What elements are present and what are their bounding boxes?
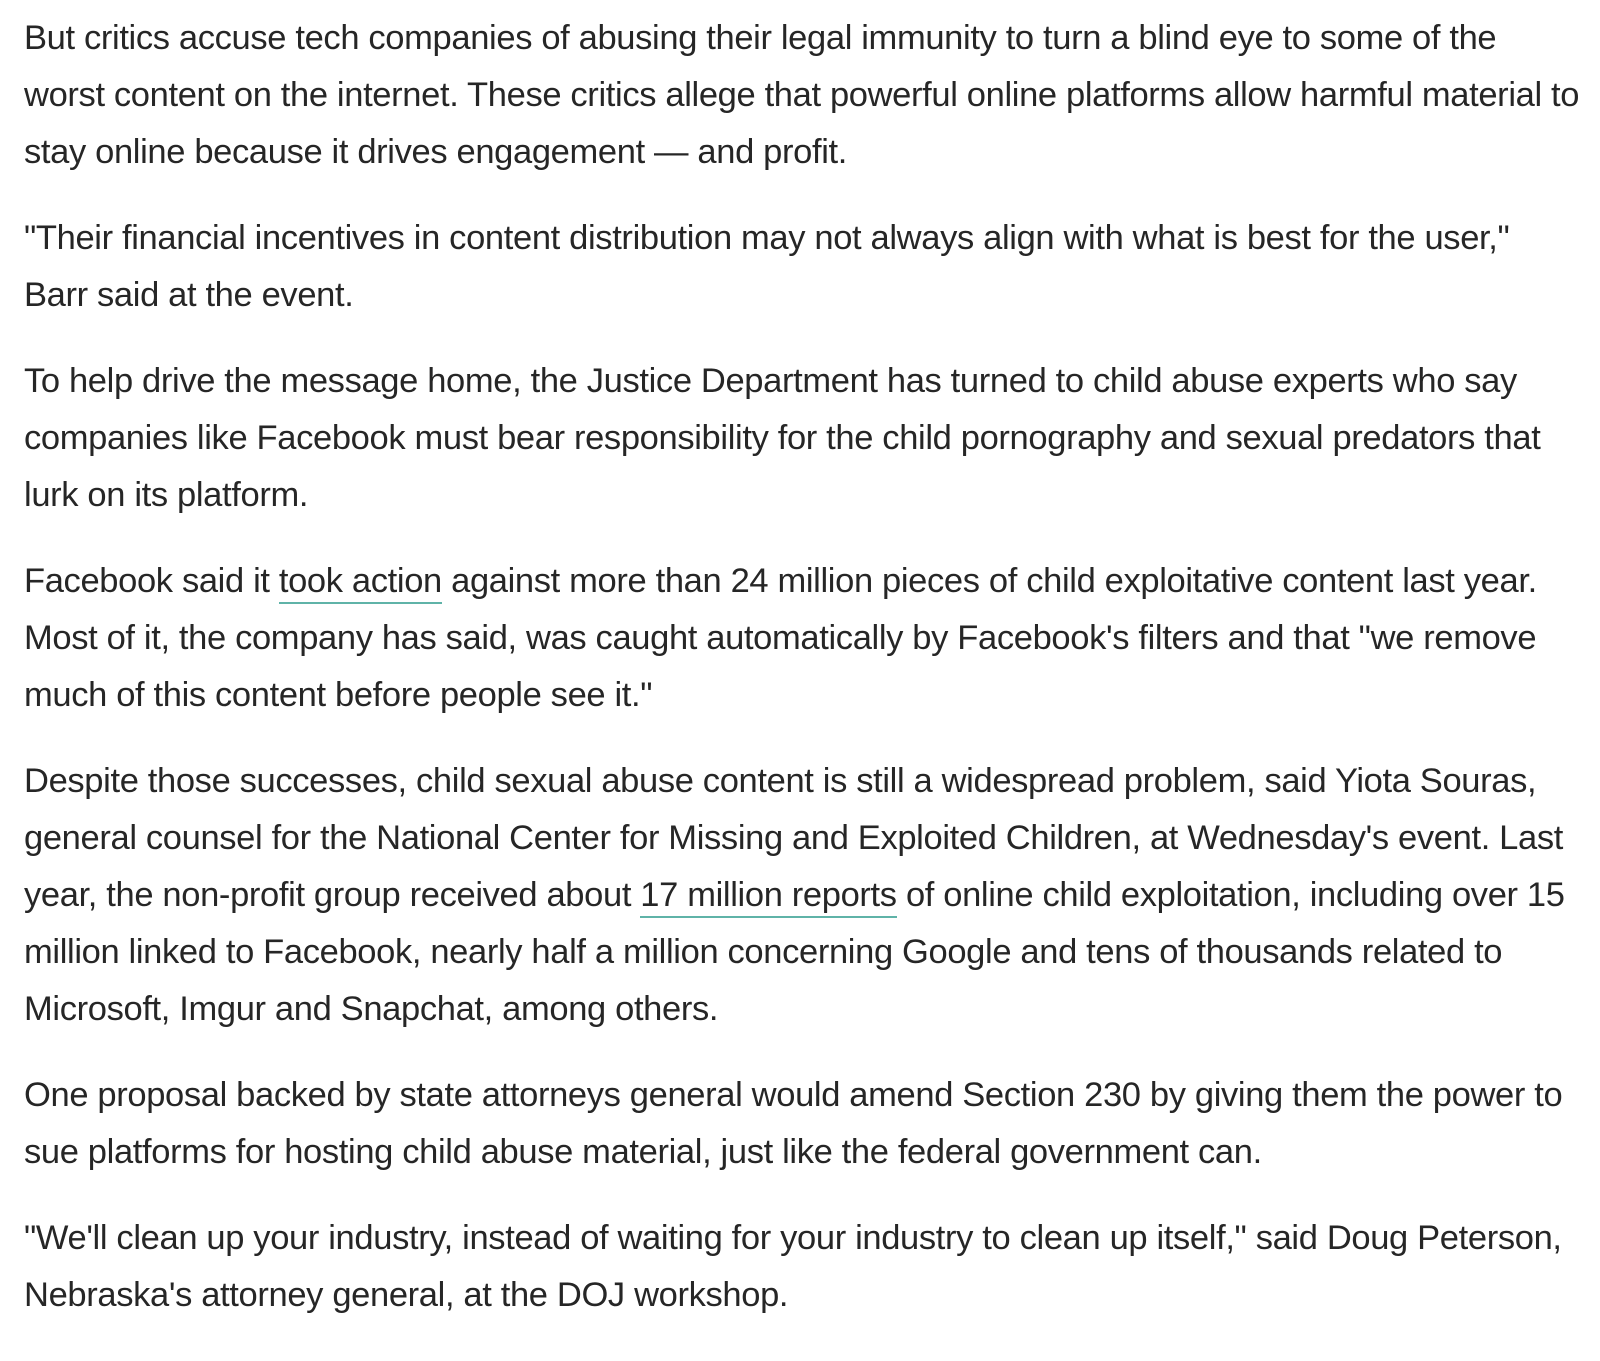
paragraph-ncmec-reports [24,753,1580,1038]
paragraph-text: Facebook said it [24,562,279,600]
paragraph-justice-department: To help drive the message home, the Justice Department has turned to child abuse experts who say companies like Facebook must bear responsibility for the child pornography and sexual predators that lurk on its platform. [24,362,1541,514]
17-million-reports-link[interactable]: 17 million reports [640,876,896,918]
paragraph-peterson-quote: "We'll clean up your industry, instead of waiting for your industry to clean up itself," said Doug Peterson, Nebraska's attorney general, at the DOJ workshop. [24,1219,1562,1314]
took-action-link[interactable]: took action [279,562,442,604]
paragraph-barr-quote: "Their financial incentives in content distribution may not always align with what is best for the user," Barr said at the event. [24,219,1510,314]
paragraph-text: Despite those successes, child sexual abuse content is still a widespread problem, said Yiota Souras, general counsel for the National Center for Missing and Exploited Children, at Wednesday's event. Last year, the non-profit group received about [24,762,1563,914]
paragraph-facebook-action [24,553,1580,724]
paragraph-section-230-proposal: One proposal backed by state attorneys general would amend Section 230 by giving them the power to sue platforms for hosting child abuse material, just like the federal government can. [24,1076,1563,1171]
paragraph-text: of online child exploitation, including over 15 million linked to Facebook, nearly half a million concerning Google and tens of thousands related to Microsoft, Imgur and Snapchat, among others. [24,876,1565,1028]
paragraph-text: against more than 24 million pieces of child exploitative content last year. Most of it, the company has said, was caught automatically by Facebook's filters and that "we remove much of this content before people see it." [24,562,1537,714]
paragraph-critics: But critics accuse tech companies of abusing their legal immunity to turn a blind eye to some of the worst content on the internet. These critics allege that powerful online platforms allow harmful material to stay online because it drives engagement — and profit. [24,19,1580,171]
